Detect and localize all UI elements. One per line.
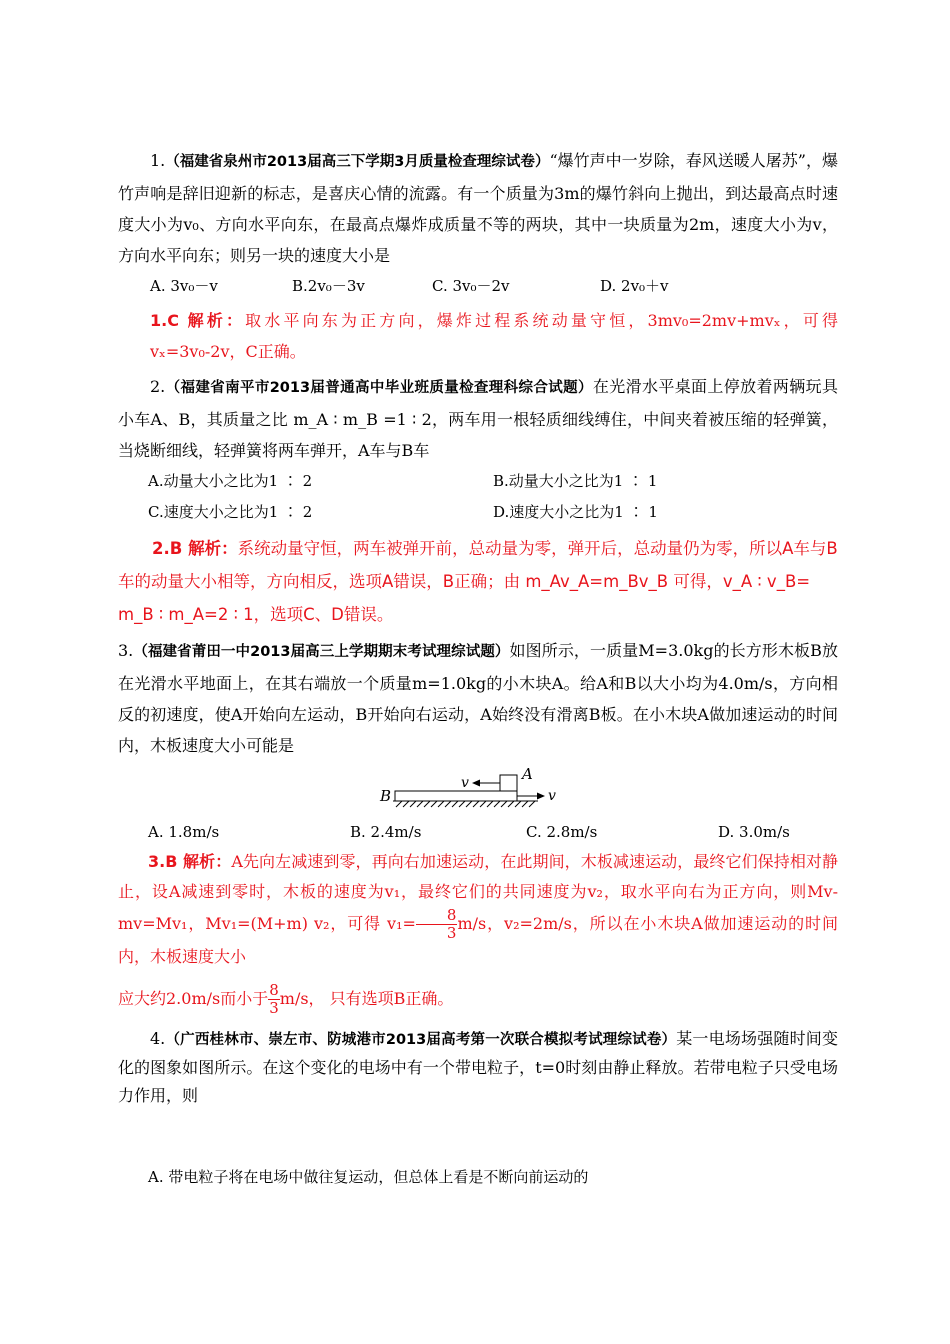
answer-tag: 3.B 解析： xyxy=(148,852,232,871)
question-1-options xyxy=(118,271,838,301)
question-1 xyxy=(118,145,838,271)
option-c: C.速度大小之比为1 ∶ 2 xyxy=(148,503,313,521)
option-c: C. 2.8m/s xyxy=(526,823,598,841)
answer-3 xyxy=(118,847,838,972)
label-v-right: v xyxy=(548,788,556,804)
document-page xyxy=(118,145,838,1187)
answer-tag: 1.C 解析： xyxy=(150,311,246,330)
option-a: A. 1.8m/s xyxy=(148,823,220,841)
label-b: B xyxy=(380,787,392,805)
question-3-figure xyxy=(118,761,838,823)
question-number: 4. xyxy=(150,1029,166,1048)
label-a: A xyxy=(522,765,533,783)
option-b: B.动量大小之比为1 ∶ 1 xyxy=(493,472,658,490)
answer-text: 取水平向东为正方向，爆炸过程系统动量守恒，3mv₀=2mv+mvₓ，可得 vₓ=3v₀-2v，C正确。 xyxy=(150,311,838,361)
question-4 xyxy=(118,1025,838,1110)
fraction-8-3: $\frac{8}{3}$ xyxy=(269,981,279,1017)
question-source: （广西桂林市、崇左市、防城港市2013届高考第一次联合模拟考试理综试卷） xyxy=(165,1032,677,1048)
question-3 xyxy=(118,635,838,761)
answer-tag: 2.B 解析： xyxy=(152,539,238,558)
answer-2 xyxy=(118,532,838,631)
question-2 xyxy=(118,371,838,466)
board-block-diagram xyxy=(118,761,838,823)
board-b xyxy=(395,791,517,801)
option-a: A. 3v₀－v xyxy=(150,277,218,295)
option-b: B.2v₀－3v xyxy=(292,277,365,295)
label-v-left: v xyxy=(461,775,469,791)
answer-3-cont xyxy=(118,982,838,1017)
question-source: （福建省泉州市2013届高三下学期3月质量检查理综试卷） xyxy=(165,154,550,170)
question-stem: 某一电场场强随时间变化的图象如图所示。在这个变化的电场中有一个带电粒子，t=0时刻由静止释放。若带电粒子只受电场力作用，则 xyxy=(118,1029,838,1105)
option-a: A.动量大小之比为1 ∶ 2 xyxy=(148,472,313,490)
block-a xyxy=(500,775,517,791)
question-source: （福建省莆田一中2013届高三上学期期末考试理综试题） xyxy=(133,644,510,660)
question-number: 2. xyxy=(150,377,166,396)
answer-text: m/s， 只有选项B正确。 xyxy=(279,989,454,1008)
question-stem: 在光滑水平桌面上停放着两辆玩具小车A、B，其质量之比 m_A ∶ m_B =1 ∶ 2，两车用一根轻质细线缚住，中间夹着被压缩的轻弹簧，当烧断细线，轻弹簧将两车弹开，A车与B车 xyxy=(118,377,838,460)
option-c: C. 3v₀－2v xyxy=(432,277,510,295)
answer-text: m/s，v₂=2m/s，所以在小木块A做加速运动的时间内，木板速度大小 xyxy=(118,914,838,966)
answer-1 xyxy=(118,305,838,367)
option-d: D. 2v₀＋v xyxy=(600,277,669,295)
answer-text: 应大约2.0m/s而小于 xyxy=(118,989,269,1008)
fraction-8-3: $\frac{8}{3}$ xyxy=(416,907,458,942)
answer-text: A先向左减速到零，再向右加速运动，在此期间，木板减速运动，最终它们保持相对静止，设A减速到零时，木板的速度为v₁，最终它们的共同速度为v₂，取水平向右为正方向，则Mv-mv=Mv₁，Mv₁=(M+m) v₂，可得 v₁= xyxy=(118,852,839,933)
question-number: 1. xyxy=(150,151,166,170)
answer-text: 系统动量守恒，两车被弹开前，总动量为零，弹开后，总动量仍为零，所以A车与B车的动量大小相等，方向相反，选项A错误，B正确；由 m_Av_A=m_Bv_B 可得，v_A ∶ v_B= m_B ∶ m_A=2 ∶ 1，选项C、D错误。 xyxy=(118,539,838,624)
question-4-option-a: A. 带电粒子将在电场中做往复运动，但总体上看是不断向前运动的 xyxy=(148,1168,589,1186)
option-d: D. 3.0m/s xyxy=(718,823,790,841)
option-b: B. 2.4m/s xyxy=(350,823,422,841)
option-d: D.速度大小之比为1 ∶ 1 xyxy=(493,503,658,521)
question-stem: 如图所示，一质量M=3.0kg的长方形木板B放在光滑水平地面上，在其右端放一个质量m=1.0kg的小木块A。给A和B以大小均为4.0m/s，方向相反的初速度，使A开始向左运动，B开始向右运动，A始终没有滑离B板。在小木块A做加速运动的时间内，木板速度大小可能是 xyxy=(118,641,838,755)
question-number: 3. xyxy=(118,641,134,660)
question-stem: “爆竹声中一岁除，春风送暖人屠苏”，爆竹声响是辞旧迎新的标志，是喜庆心情的流露。有一个质量为3m的爆竹斜向上抛出，到达最高点时速度大小为v₀、方向水平向东，在最高点爆炸成质量不等的两块，其中一块质量为2m，速度大小为v，方向水平向东；则另一块的速度大小是 xyxy=(118,151,838,265)
question-2-options xyxy=(118,466,838,528)
question-source: （福建省南平市2013届普通高中毕业班质量检查理科综合试题） xyxy=(165,380,593,396)
